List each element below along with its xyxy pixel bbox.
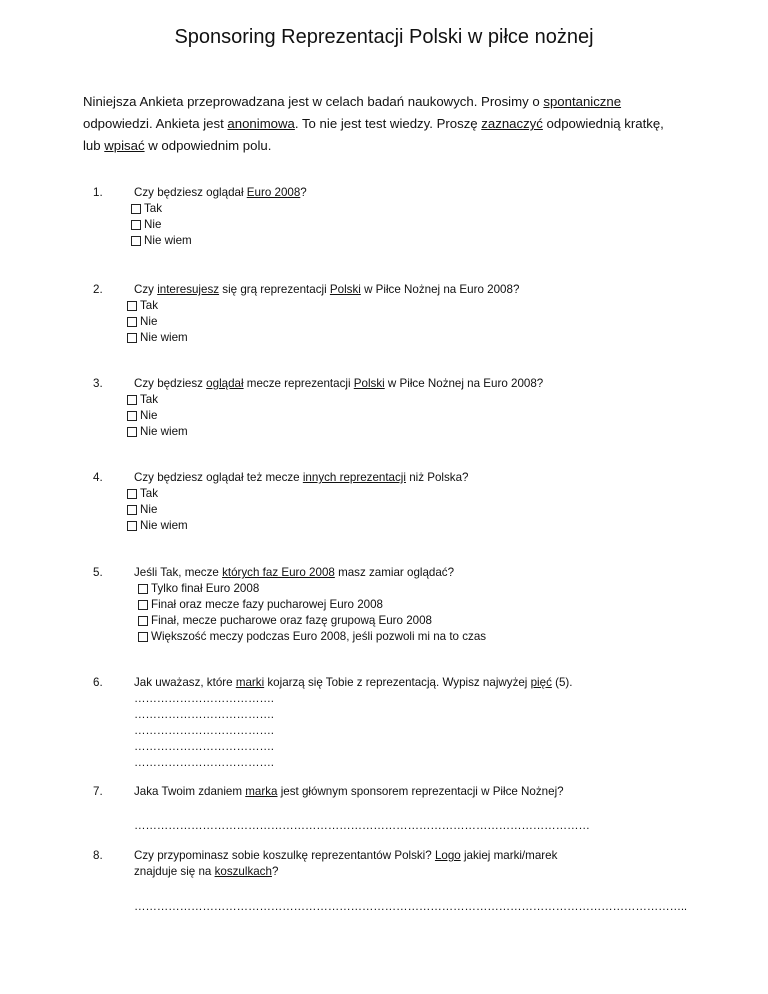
intro-text: odpowiednią kratkę, lub — [83, 116, 664, 153]
answer-line[interactable]: ………………………………. — [134, 724, 274, 737]
question-text-part: kojarzą się Tobie z reprezentacją. Wypisz najwyżej — [264, 676, 531, 689]
option-label: Tak — [140, 393, 159, 406]
checkbox-icon[interactable] — [131, 220, 141, 230]
question-number: 5. — [93, 566, 103, 579]
option-checkbox[interactable] — [127, 502, 654, 518]
question-number: 4. — [93, 471, 103, 484]
option-checkbox[interactable] — [127, 314, 654, 330]
option-label: Tak — [140, 487, 159, 500]
question-number: 7. — [93, 785, 103, 798]
answer-line[interactable]: ………………………………………………………………………………………………………… — [134, 819, 590, 832]
question-number: 8. — [93, 849, 103, 862]
question-text-underline: marki — [235, 676, 265, 689]
question-text-part: mecze reprezentacji — [243, 377, 354, 390]
answer-line[interactable]: ………………………………. — [134, 708, 274, 721]
option-label: Nie — [144, 218, 162, 231]
intro-text: w odpowiednim polu. — [144, 138, 272, 153]
question-text — [134, 282, 654, 298]
question-text-part: Jeśli Tak, mecze — [134, 566, 223, 579]
question-number: 6. — [93, 676, 103, 689]
option-checkbox[interactable] — [138, 613, 654, 629]
intro-underline: spontaniczne — [543, 94, 622, 109]
question-text-underline: innych reprezentacji — [302, 471, 406, 484]
question-text-part: masz zamiar oglądać? — [334, 566, 455, 579]
question-text-part: Jak uważasz, które — [134, 676, 236, 689]
intro-text: . To nie jest test wiedzy. Proszę — [294, 116, 482, 131]
option-checkbox[interactable] — [138, 629, 654, 645]
checkbox-icon[interactable] — [127, 301, 137, 311]
checkbox-icon[interactable] — [127, 489, 137, 499]
question-text-part: Czy będziesz — [134, 377, 207, 390]
checkbox-icon[interactable] — [127, 427, 137, 437]
question-text — [134, 675, 654, 691]
option-checkbox[interactable] — [127, 424, 654, 440]
checkbox-icon[interactable] — [127, 411, 137, 421]
question-text-part: się grą reprezentacji — [219, 283, 330, 296]
checkbox-icon[interactable] — [131, 236, 141, 246]
answer-line[interactable]: ……………………………………………………………………………………………………………………………….. — [134, 900, 687, 913]
question-text — [134, 376, 654, 392]
page-title: Sponsoring Reprezentacji Polski w piłce nożnej — [174, 26, 594, 48]
option-checkbox[interactable] — [127, 392, 654, 408]
option-label: Nie — [140, 503, 158, 516]
question-text-part: jakiej marki/marek znajduje się na — [134, 849, 558, 878]
option-label: Nie wiem — [140, 425, 188, 438]
question-text-underline: Logo — [434, 849, 461, 862]
option-checkbox[interactable] — [131, 217, 654, 233]
option-label: Finał oraz mecze fazy pucharowej Euro 2008 — [151, 598, 383, 611]
question-text-underline: oglądał — [206, 377, 244, 390]
question-text — [134, 784, 654, 800]
option-checkbox[interactable] — [127, 486, 654, 502]
question-text — [134, 848, 594, 880]
question-text-underline: pięć — [530, 676, 552, 689]
question-text-part: w Piłce Nożnej na Euro 2008? — [360, 283, 520, 296]
question-number: 2. — [93, 283, 103, 296]
question-text-part: jest głównym sponsorem reprezentacji w Piłce Nożnej? — [277, 785, 564, 798]
intro-underline: wpisać — [104, 138, 145, 153]
question-text-part: Jaka Twoim zdaniem — [134, 785, 246, 798]
question-number: 3. — [93, 377, 103, 390]
option-label: Nie wiem — [144, 234, 192, 247]
question-text-part: ? — [300, 186, 307, 199]
answer-line[interactable]: ………………………………. — [134, 756, 274, 769]
question-text-underline: koszulkach — [214, 865, 272, 878]
question-text-underline: marka — [245, 785, 278, 798]
checkbox-icon[interactable] — [127, 505, 137, 515]
option-checkbox[interactable] — [138, 597, 654, 613]
intro-underline: zaznaczyć — [481, 116, 543, 131]
option-label: Tak — [144, 202, 163, 215]
option-label: Nie — [140, 315, 158, 328]
question-text-part: Czy będziesz oglądał — [134, 186, 247, 199]
option-label: Tylko finał Euro 2008 — [151, 582, 260, 595]
option-label: Finał, mecze pucharowe oraz fazę grupową Euro 2008 — [151, 614, 432, 627]
option-checkbox[interactable] — [127, 518, 654, 534]
option-label: Nie wiem — [140, 519, 188, 532]
checkbox-icon[interactable] — [127, 317, 137, 327]
option-checkbox[interactable] — [127, 330, 654, 346]
question-text-part: Czy przypominasz sobie koszulkę reprezentantów Polski? — [134, 849, 435, 862]
option-checkbox[interactable] — [138, 581, 654, 597]
checkbox-icon[interactable] — [127, 333, 137, 343]
question-text-part: w Piłce Nożnej na Euro 2008? — [384, 377, 544, 390]
intro-text: odpowiedzi. Ankieta jest — [83, 116, 228, 131]
question-text — [134, 565, 654, 581]
checkbox-icon[interactable] — [138, 616, 148, 626]
option-label: Większość meczy podczas Euro 2008, jeśli pozwoli mi na to czas — [151, 630, 487, 643]
answer-line[interactable]: ………………………………. — [134, 740, 274, 753]
question-text-underline: Euro 2008 — [246, 186, 301, 199]
checkbox-icon[interactable] — [127, 395, 137, 405]
question-text — [134, 470, 654, 486]
question-number: 1. — [93, 186, 103, 199]
checkbox-icon[interactable] — [138, 600, 148, 610]
question-text-underline: Polski — [353, 377, 385, 390]
question-text-part: ? — [271, 865, 279, 878]
option-label: Tak — [140, 299, 159, 312]
intro-text: Niniejsza Ankieta przeprowadzana jest w celach badań naukowych. Prosimy o — [83, 94, 544, 109]
option-label: Nie — [140, 409, 158, 422]
option-checkbox[interactable] — [131, 201, 654, 217]
question-text — [134, 185, 654, 201]
checkbox-icon[interactable] — [138, 632, 148, 642]
question-text-part: niż Polska? — [405, 471, 469, 484]
question-text-part: Czy — [134, 283, 158, 296]
checkbox-icon[interactable] — [131, 204, 141, 214]
answer-line[interactable]: ………………………………. — [134, 692, 274, 705]
question-text-underline: interesujesz — [157, 283, 220, 296]
intro-underline: anonimowa — [227, 116, 295, 131]
question-text-underline: Polski — [329, 283, 361, 296]
option-label: Nie wiem — [140, 331, 188, 344]
question-text-part: Czy będziesz oglądał też mecze — [134, 471, 303, 484]
checkbox-icon[interactable] — [127, 521, 137, 531]
option-checkbox[interactable] — [131, 233, 654, 249]
checkbox-icon[interactable] — [138, 584, 148, 594]
question-text-part: (5). — [551, 676, 573, 689]
option-checkbox[interactable] — [127, 298, 654, 314]
question-text-underline: których faz Euro 2008 — [222, 566, 335, 579]
intro-paragraph — [83, 91, 683, 157]
option-checkbox[interactable] — [127, 408, 654, 424]
